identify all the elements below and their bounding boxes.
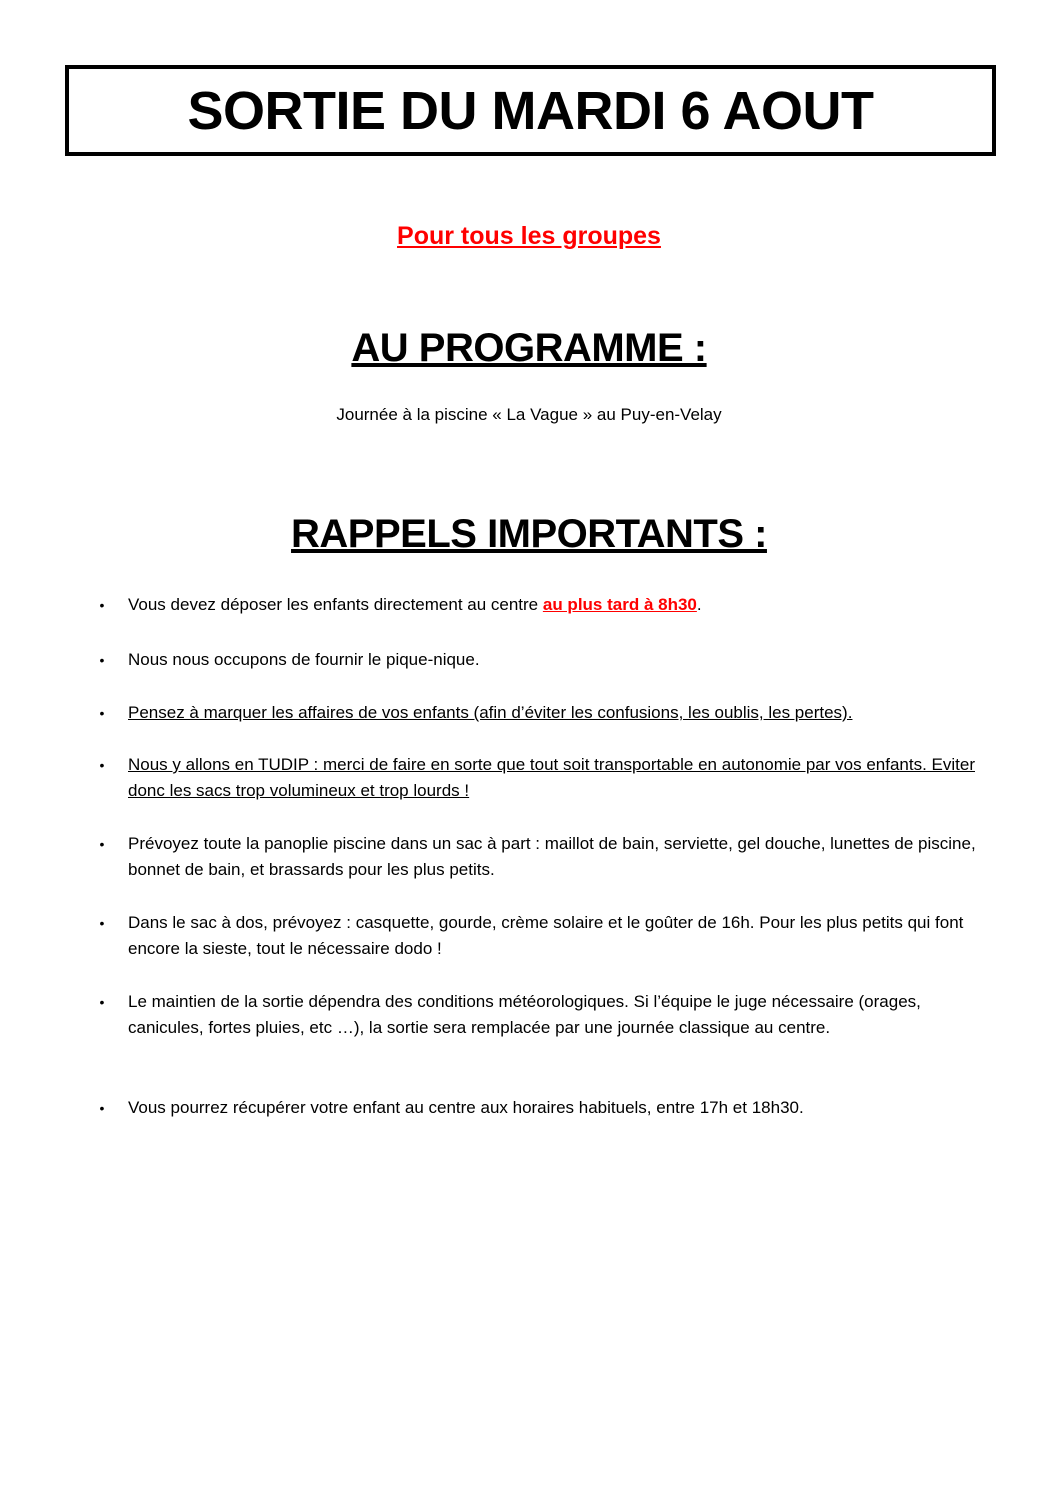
- list-item-text: Nous nous occupons de fournir le pique-nique.: [128, 650, 480, 669]
- bullet-icon: •: [99, 705, 105, 721]
- bullet-icon: •: [99, 1100, 105, 1116]
- bullet-icon: •: [99, 652, 105, 668]
- page-title: SORTIE DU MARDI 6 AOUT: [187, 80, 874, 141]
- list-item-text: Nous y allons en TUDIP : merci de faire en sorte que tout soit transportable en autonomie par vos enfants. Eviter donc les sacs trop volumineux et trop lourds !: [128, 755, 975, 800]
- list-item-text: Vous pourrez récupérer votre enfant au centre aux horaires habituels, entre 17h et 18h30.: [128, 1098, 804, 1117]
- programme-description: Journée à la piscine « La Vague » au Puy-en-Velay: [336, 405, 722, 424]
- bullet-icon: •: [99, 836, 105, 852]
- bullet-icon: •: [99, 757, 105, 773]
- title-box: [65, 65, 996, 156]
- list-item-text: Le maintien de la sortie dépendra des conditions météorologiques. Si l’équipe le juge nécessaire (orages, canicules, fortes pluies, etc …), la sortie sera remplacée par une journée classique au centre.: [128, 992, 921, 1037]
- list-item-text: Dans le sac à dos, prévoyez : casquette, gourde, crème solaire et le goûter de 16h. Pour les plus petits qui font encore la sieste, tout le nécessaire dodo !: [128, 913, 964, 958]
- bullet-icon: •: [99, 994, 105, 1010]
- programme-heading: AU PROGRAMME :: [351, 326, 707, 370]
- rappels-heading: RAPPELS IMPORTANTS :: [291, 512, 767, 556]
- list-item-text: Pensez à marquer les affaires de vos enfants (afin d’éviter les confusions, les oublis, les pertes).: [128, 703, 853, 722]
- list-item-text: Vous devez déposer les enfants directement au centre au plus tard à 8h30.: [128, 595, 702, 614]
- bullet-icon: •: [99, 915, 105, 931]
- bullet-icon: •: [99, 597, 105, 613]
- audience-subtitle: Pour tous les groupes: [397, 222, 661, 250]
- list-item-text: Prévoyez toute la panoplie piscine dans un sac à part : maillot de bain, serviette, gel douche, lunettes de piscine, bonnet de bain, et brassards pour les plus petits.: [128, 834, 976, 879]
- deadline-highlight: au plus tard à 8h30: [542, 595, 697, 614]
